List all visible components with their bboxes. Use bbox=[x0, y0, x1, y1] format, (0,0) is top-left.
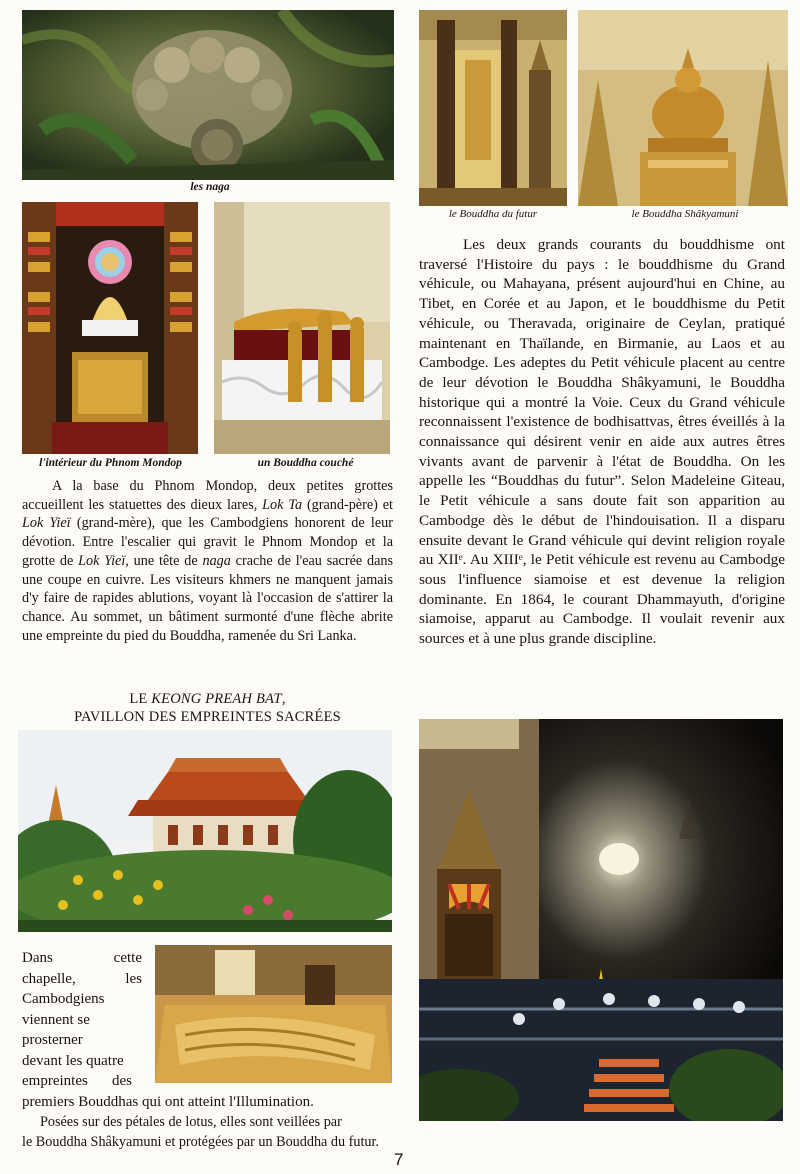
section-heading bbox=[22, 690, 393, 726]
interieur-photo bbox=[22, 202, 198, 454]
caption-bouddha-shakyamuni: le Bouddha Shâkyamuni bbox=[631, 208, 739, 220]
caption-naga: les naga bbox=[190, 181, 230, 193]
tail-line-2: le Bouddha Shâkyamuni et protégées par un Bouddha du futur. bbox=[22, 1134, 379, 1150]
chapelle-text bbox=[22, 948, 393, 1112]
caption-bouddha-futur: le Bouddha du futur bbox=[448, 208, 538, 220]
bouddha-couche-photo bbox=[214, 202, 390, 454]
page-number: 7 bbox=[394, 1150, 404, 1169]
tail-line-1: Posées sur des pétales de lotus, elles sont veillées par bbox=[40, 1114, 342, 1130]
bouddha-futur-photo bbox=[419, 10, 567, 206]
chapelle-line-6: devant les quatre bbox=[22, 1052, 124, 1069]
bouddha-shakyamuni-photo bbox=[578, 10, 788, 206]
chapelle-line-8: premiers Bouddhas qui ont atteint l'Illumination. bbox=[22, 1093, 314, 1110]
chapelle-line-4: viennent se bbox=[22, 1011, 90, 1028]
heading-line-1: LE KEONG PREAH BAT, bbox=[129, 691, 286, 707]
heading-line-2: PAVILLON DES EMPREINTES SACRÉES bbox=[74, 709, 341, 725]
chapelle-line-3: Cambodgiens bbox=[22, 991, 105, 1007]
naga-photo bbox=[22, 10, 394, 180]
chapelle-line-1: Dans cette bbox=[22, 950, 142, 966]
chapelle-line-7: empreintes des bbox=[22, 1073, 132, 1089]
tail-text bbox=[22, 1112, 393, 1152]
pavilion-photo bbox=[18, 730, 392, 932]
temple-night-photo bbox=[419, 719, 783, 1121]
caption-bouddha-couche: un Bouddha couché bbox=[257, 457, 354, 469]
caption-interieur: l'intérieur du Phnom Mondop bbox=[39, 457, 182, 469]
chapelle-line-5: prosterner bbox=[22, 1032, 83, 1048]
chapelle-line-2: chapelle, les bbox=[22, 970, 142, 987]
left-paragraph: A la base du Phnom Mondop, deux petites grottes accueillent les statuettes des dieux lares, Lok Ta (grand-père) et Lok Yieï (grand-mère), que les Cambodgiens honorent de leur dévotion. Entre l'escalier qui gravit le Phnom Mondop et la grotte de Lok Yieï, une tête de naga crache de l'eau sacrée dans une coupe en cuivre. Les visiteurs khmers ne manquent jamais d'y faire de rapides ablutions, voyant là l'occasion de s'attirer la chance. Au sommet, un bâtiment surmonté d'une flèche abrite une empreinte du pied du Bouddha, ramenée du Sri Lanka. bbox=[22, 478, 393, 644]
right-paragraph: Les deux grands courants du bouddhisme ont traversé l'Histoire du pays : le bouddhisme du Grand véhicule, ou Mahayana, présent aujourd'hui en Chine, au Tibet, en Corée et au Japon, et le bouddhisme du Petit véhicule, ou Theravada, originaire de Ceylan, pratiqué maintenant en Thaïlande, en Birmanie, au Laos et au Cambodge. Les adeptes du Petit véhicule placent au centre de leur dévotion le Bouddha Shâkyamuni, le Bouddha historique qui a montré la Voie. Ceux du Grand véhicule reconnaissent l'existence de bodhisattvas, êtres éveillés à la connaissance qui désirent venir en aide aux autres êtres vivants avant de parvenir à l'état de Bouddha. On les appelle les “Bouddhas du futur”. Selon Madeleine Giteau, le Petit véhicule a sans doute fait son apparition au Cambodge dès le début de l'hindouisation. Il a disparu ensuite devant le Grand véhicule qui devint religion royale au XIIᵉ. Au XIIIᵉ, le Petit véhicule est revenu au Cambodge sous l'influence siamoise et est devenue la religion dominante. En 1864, le courant Dhammayuth, d'origine siamoise, apparut au Cambodge. Il voulait revenir aux sources et à une plus grande discipline. bbox=[419, 236, 785, 648]
